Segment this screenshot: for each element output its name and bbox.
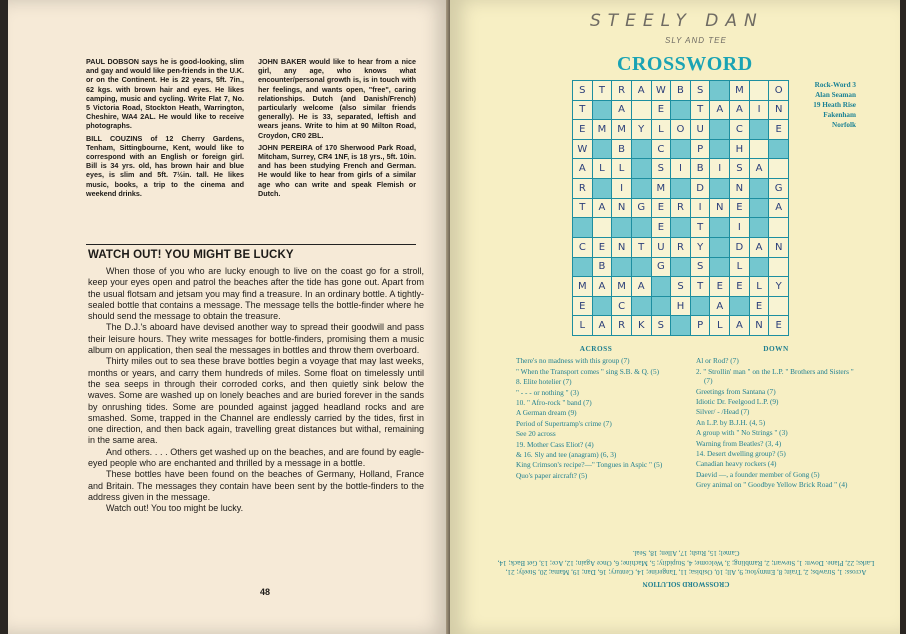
crossword-credit [788,80,856,130]
credit-line: Fakenham [823,111,856,119]
grid-block [671,101,690,120]
grid-cell: A [612,101,631,120]
down-clues [696,344,856,491]
down-clue: Greetings from Santana (7) [696,386,776,396]
down-clue: Grey animal on " Goodbye Yellow Brick Road " (4) [696,480,848,490]
grid-cell: E [652,199,671,218]
grid-block [612,258,631,277]
story-paragraph: These bottles have been found on the beaches of Germany, Holland, France and Britain. The messages they contain have been sent by the bottle-finders to the address given in the message. [88,469,424,502]
grid-cell: R [573,179,592,198]
grid-cell: A [593,316,612,335]
grid-cell: G [769,179,788,198]
grid-block [671,179,690,198]
grid-cell: E [593,238,612,257]
story-paragraph: Thirty miles out to sea these brave bottles begin a voyage that may last weeks, months or years, and carry them hundreds of miles. Some float on timelessly until the sea seeps in through their corroded corks, and then quietly sink below the waves. Some are washed up on lonely beaches and are buried forever in the sands by onrushing tides. Some are pounded against jagged headland rocks and are smashed. Some, trapped in the Channel are endlessly carried by the tides, first in one direction, and then back again, travelling great distances but withal, remaining in the same area. [88,356,424,446]
down-clue: An L.P. by B.J.H. (4, 5) [696,417,766,427]
pen-pal-column-2 [258,57,416,201]
grid-cell: U [652,238,671,257]
grid-cell: I [730,218,749,237]
grid-cell: R [612,81,631,100]
grid-cell: A [769,199,788,218]
grid-cell: B [691,159,710,178]
down-heading: DOWN [763,344,789,353]
grid-cell: M [573,277,592,296]
grid-cell: H [730,140,749,159]
grid-cell: M [730,81,749,100]
grid-cell: C [612,297,631,316]
grid-cell: C [730,120,749,139]
grid-cell: A [593,199,612,218]
story-paragraph: Watch out! You too might be lucky. [106,503,244,514]
grid-block [593,179,612,198]
grid-cell: T [632,238,651,257]
grid-cell: A [710,101,729,120]
grid-block [632,179,651,198]
grid-cell: G [632,199,651,218]
across-clue: Period of Supertramp's crime (7) [516,418,612,428]
grid-cell: T [573,199,592,218]
across-clue: A German dream (9) [516,408,577,418]
grid-cell: L [612,159,631,178]
pen-pal-columns [86,57,416,201]
story-body [88,266,424,515]
grid-cell: W [573,140,592,159]
pen-pal-entry: JOHN BAKER would like to hear from a nice girl, any age, who knows what encounter/personal growth is, is in touch with her feelings, and wants open, "free", caring relationships. Dutch (and Danish/French) particularly welcome (also similar friends generally). He is 33, separated, leftish and wears jeans. Write to him at 90 Milton Road, Croydon, CR0 2BL. [258,57,416,140]
grid-cell: S [691,81,710,100]
grid-cell [632,101,651,120]
grid-cell: O [671,120,690,139]
grid-cell: Y [769,277,788,296]
grid-block [652,277,671,296]
down-clue: Daevid —, a founder member of Gong (5) [696,469,820,479]
grid-cell: B [671,81,690,100]
grid-cell: M [612,277,631,296]
grid-cell: I [612,179,631,198]
grid-cell: T [691,277,710,296]
across-clue: 8. Elite hotelier (7) [516,377,572,387]
grid-block [671,316,690,335]
grid-block [671,258,690,277]
grid-cell: E [652,101,671,120]
grid-cell: L [573,316,592,335]
left-page [8,0,450,634]
grid-cell: E [769,316,788,335]
grid-block [750,120,769,139]
grid-block [710,218,729,237]
grid-cell: L [593,159,612,178]
grid-cell: W [652,81,671,100]
across-clue: " - - - or nothing " (3) [516,387,579,397]
story-paragraph: And others. . . . Others get washed up on the beaches, and are found by eagle-eyed people who are enchanted and thrilled by a message in a bottle. [88,446,424,469]
grid-block [632,140,651,159]
crossword-title: CROSSWORD [617,53,753,75]
grid-cell: S [730,159,749,178]
down-clue: Al or Rod? (7) [696,356,739,366]
right-page [450,0,900,634]
grid-cell: N [769,101,788,120]
grid-block [691,297,710,316]
grid-cell: S [573,81,592,100]
pen-pal-column-1 [86,57,244,201]
down-clue: Silver/ - /Head (7) [696,407,750,417]
grid-cell [750,81,769,100]
grid-cell: C [573,238,592,257]
grid-cell: N [730,179,749,198]
grid-cell: A [730,101,749,120]
grid-cell: B [612,140,631,159]
grid-cell: E [769,120,788,139]
grid-block [632,218,651,237]
grid-cell: A [593,277,612,296]
story-paragraph: The D.J.'s aboard have devised another way to spread their goodwill and pass their leisure hours. They write messages for bottle-finders, promising them a music album on application, then seal the messages in bottles and throw them overboard. [88,322,424,356]
across-clue: King Crimson's recipe?—" Tongues in Aspic " (5) [516,460,663,470]
grid-cell: P [691,316,710,335]
section-divider [86,244,416,245]
pen-pal-entry: JOHN PEREIRA of 170 Sherwood Park Road, Mitcham, Surrey, CR4 1NF, is 18 yrs., 5ft. 10in. and has been studying French and German. He would like to hear from girls of a similar age who can write and speak Flemish or Dutch. [258,142,416,198]
grid-cell [593,218,612,237]
grid-block [750,258,769,277]
grid-cell: S [652,316,671,335]
grid-block [593,140,612,159]
grid-cell: K [632,316,651,335]
grid-cell: N [612,199,631,218]
across-heading: ACROSS [579,344,613,353]
grid-cell: P [691,140,710,159]
grid-block [652,297,671,316]
across-clues [516,344,676,491]
grid-cell: S [671,277,690,296]
grid-cell: M [612,120,631,139]
across-clue: & 16. Sly and tee (anagram) (6, 3) [516,450,617,460]
crossword-grid [572,80,789,336]
grid-cell: U [691,120,710,139]
grid-cell: A [632,81,651,100]
grid-cell: R [671,199,690,218]
credit-line: 19 Heath Rise [813,101,856,109]
grid-cell: I [671,159,690,178]
grid-cell: A [750,159,769,178]
grid-cell: Y [691,238,710,257]
across-clue: Quo's paper aircraft? (5) [516,470,588,480]
grid-cell: T [691,101,710,120]
grid-cell: S [691,258,710,277]
grid-cell: Y [632,120,651,139]
grid-block [710,140,729,159]
grid-cell: O [769,81,788,100]
grid-cell: L [730,258,749,277]
grid-cell: A [710,297,729,316]
grid-cell: L [710,316,729,335]
grid-cell: E [652,218,671,237]
grid-cell: N [750,316,769,335]
grid-cell: E [710,277,729,296]
down-clue: Warning from Beatles? (3, 4) [696,438,782,448]
grid-block [710,238,729,257]
pen-pal-entry: PAUL DOBSON says he is good-looking, slim and gay and would like pen-friends in the U.K. or on the Continent. He is 22 years, 5ft. 7in., 62 kgs. with brown hair and eyes. He likes camping, music and cycling. Write Flat 7, No. 5 Victoria Road, Stockton Heath, Warrington, Cheshire, WA4 2AL. He would like to receive photographs. [86,57,244,131]
grid-cell: I [750,101,769,120]
down-clue: Idiotic Dr. Feelgood L.P. (9) [696,397,779,407]
grid-block [632,159,651,178]
grid-block [612,218,631,237]
grid-block [671,140,690,159]
pen-pal-entry: BILL COUZINS of 12 Cherry Gardens, Tenham, Sittingbourne, Kent, would like to correspond with an English or foreign girl. Bill is 34 yrs. old, has brown hair and blue eyes, is slim and 5ft. 7½in. tall. He likes music, books, a trip to the cinema and weekend drinks. [86,133,244,198]
grid-cell: I [710,159,729,178]
grid-cell: E [573,297,592,316]
grid-cell: H [671,297,690,316]
across-clue: 10. " Afro-rock " band (7) [516,398,592,408]
grid-cell: E [750,297,769,316]
grid-block [593,101,612,120]
grid-block [750,199,769,218]
handwritten-note: SLY AND TEE [665,36,727,45]
grid-block [710,81,729,100]
grid-cell: L [652,120,671,139]
page-number: 48 [260,587,271,597]
grid-cell: A [632,277,651,296]
grid-block [710,179,729,198]
grid-cell: B [593,258,612,277]
grid-cell: G [652,258,671,277]
clue-lists [516,344,856,491]
grid-cell: A [573,159,592,178]
credit-line: Norfolk [832,121,856,129]
grid-cell: M [652,179,671,198]
grid-block [632,258,651,277]
grid-block [710,120,729,139]
grid-cell: N [769,238,788,257]
handwritten-signature: STEELY DAN [590,11,764,31]
grid-cell: T [691,218,710,237]
credit-line: Alan Seaman [815,91,856,99]
crossword-solution-upside-down [496,548,876,588]
grid-block [710,258,729,277]
grid-cell: L [750,277,769,296]
grid-block [632,297,651,316]
grid-cell [769,258,788,277]
down-clue: A group with " No Strings " (3) [696,428,788,438]
grid-cell: R [612,316,631,335]
solution-text: Across: 1, Strawbs; 2, Train; 8, Emmylou; 9, All; 10, Osibisa; 11, Tangerine; 14, Century; 16, Dan; 19, Mama; 20, Steely; 21, Larks; 22, Plane. Down: 1, Stewart; 2, Rambling; 3, Welcome; 4, Stupidity; 5, Machine; 6, Once Again; 12, Ace; 13, Get Back; 14, Camel; 15, Rush; 17, Allen; 18, Seal. [497,549,875,577]
grid-cell: I [691,199,710,218]
grid-cell: N [612,238,631,257]
grid-cell: D [691,179,710,198]
grid-cell: N [710,199,729,218]
grid-cell [769,159,788,178]
grid-cell: E [730,277,749,296]
solution-title: CROSSWORD SOLUTION [642,580,730,588]
grid-cell [769,218,788,237]
grid-cell: E [730,199,749,218]
grid-block [750,179,769,198]
across-clue: See 20 across [516,429,556,439]
grid-cell: T [593,81,612,100]
down-clue: 2. " Strollin' man " on the L.P. " Brothers and Sisters " (7) [696,366,854,386]
grid-block [769,140,788,159]
grid-block [750,218,769,237]
across-clue: " When the Transport comes " sing S.B. & Q. (5) [516,366,660,376]
credit-line: Rock-Word 3 [814,81,856,89]
grid-cell: M [593,120,612,139]
grid-block [573,218,592,237]
story-title: WATCH OUT! YOU MIGHT BE LUCKY [88,249,294,261]
grid-cell [750,140,769,159]
grid-block [573,258,592,277]
grid-block [730,297,749,316]
grid-cell: A [730,316,749,335]
across-clue: There's no madness with this group (7) [516,356,630,366]
grid-cell: R [671,238,690,257]
across-clue: 19. Mother Cass Eliot? (4) [516,439,594,449]
grid-cell: S [652,159,671,178]
down-clue: 14. Desert dwelling group? (5) [696,449,786,459]
grid-cell: D [730,238,749,257]
grid-cell: T [573,101,592,120]
grid-cell: A [750,238,769,257]
grid-block [671,218,690,237]
grid-cell: E [573,120,592,139]
grid-cell [769,297,788,316]
story-paragraph: When those of you who are lucky enough to live on the coast go for a stroll, keep your eyes open and patrol the beaches after the tide has gone out. Apart from the usual flotsam and jetsam you may find a treasure. In an ordinary bottle. A tightly-sealed bottle that contains a message. The message tells the bottle-finder where he should send the message to obtain the treasure. [88,266,424,322]
grid-block [593,297,612,316]
down-clue: Canadian heavy rockers (4) [696,459,777,469]
grid-cell: C [652,140,671,159]
